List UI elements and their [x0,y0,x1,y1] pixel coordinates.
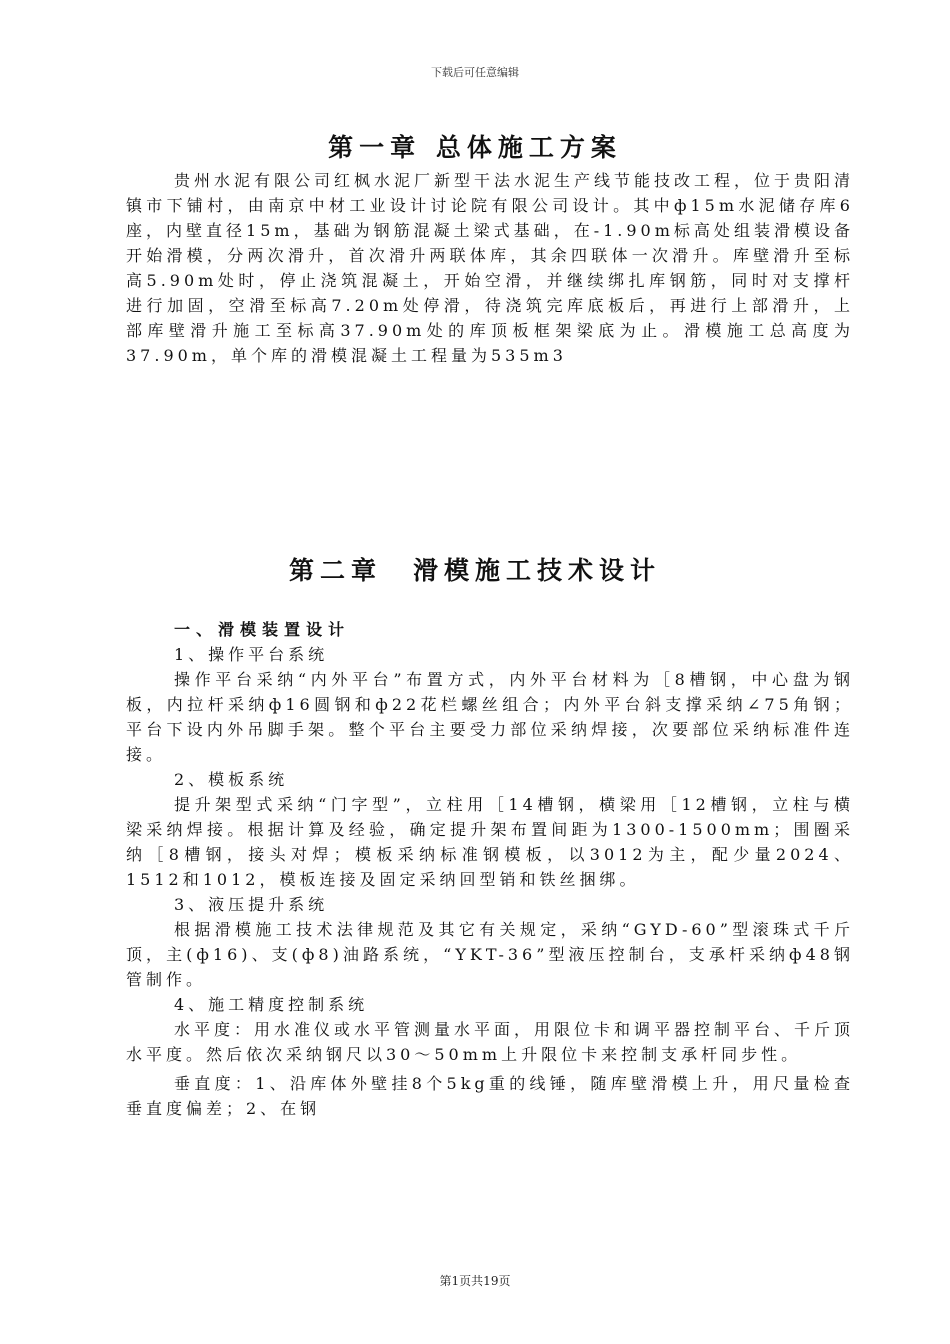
item-paragraph: 根据滑模施工技术法律规范及其它有关规定，采纳“GYD-60”型滚珠式千斤顶，主(ф16)、支(ф8)油路系统，“YKT-36”型液压控制台，支承杆采纳ф48钢管制作。 [126,920,854,989]
item-heading: 1、操作平台系统 [174,645,329,664]
item-heading: 2、模板系统 [174,770,289,789]
chapter2-body [126,617,854,1121]
item-paragraph: 操作平台采纳“内外平台”布置方式，内外平台材料为［8槽钢，中心盘为钢板，内拉杆采纳ф16圆钢和ф22花栏螺丝组合；内外平台斜支撑采纳∠75角钢；平台下设内外吊脚手架。整个平台主要受力部位采纳焊接，次要部位采纳标准件连接。 [126,670,854,764]
item-paragraph: 水平度：用水准仪或水平管测量水平面，用限位卡和调平器控制平台、千斤顶水平度。然后依次采纳钢尺以30～50mm上升限位卡来控制支承杆同步性。 [126,1020,855,1064]
section1-heading: 一、滑模装置设计 [174,620,351,639]
header-note: 下载后可任意编辑 [431,66,519,79]
page-footer: 第1页共19页 [439,1274,511,1288]
item-heading: 4、施工精度控制系统 [174,995,369,1014]
item-paragraph: 提升架型式采纳“门字型”，立柱用［14槽钢，横梁用［12槽钢，立柱与横梁采纳焊接。根据计算及经验，确定提升架布置间距为1300-1500mm；围圈采纳［8槽钢，接头对焊；模板采纳标准钢模板，以3012为主，配少量2024、1512和1012，模板连接及固定采纳回型销和铁丝捆绑。 [126,795,854,889]
chapter1-paragraph: 贵州水泥有限公司红枫水泥厂新型干法水泥生产线节能技改工程，位于贵阳清镇市下铺村，由南京中材工业设计讨论院有限公司设计。其中ф15m水泥储存库6座，内壁直径15m，基础为钢筋混凝土梁式基础，在-1.90m标高处组装滑模设备开始滑模，分两次滑升，首次滑升两联体库，其余四联体一次滑升。库壁滑升至标高5.90m处时，停止浇筑混凝土，开始空滑，并继续绑扎库钢筋，同时对支撑杆进行加固，空滑至标高7.20m处停滑，待浇筑完库底板后，再进行上部滑升，上部库壁滑升施工至标高37.90m处的库顶板框架梁底为止。滑模施工总高度为37.90m，单个库的滑模混凝土工程量为535m3 [126,171,855,365]
item-heading: 3、液压提升系统 [174,895,329,914]
chapter2-title: 第二章 滑模施工技术设计 [288,556,661,585]
item-paragraph: 垂直度：1、沿库体外壁挂8个5kg重的线锤，随库壁滑模上升，用尺量检查垂直度偏差；2、在钢 [126,1074,854,1118]
chapter1-title: 第一章 总体施工方案 [328,133,622,162]
